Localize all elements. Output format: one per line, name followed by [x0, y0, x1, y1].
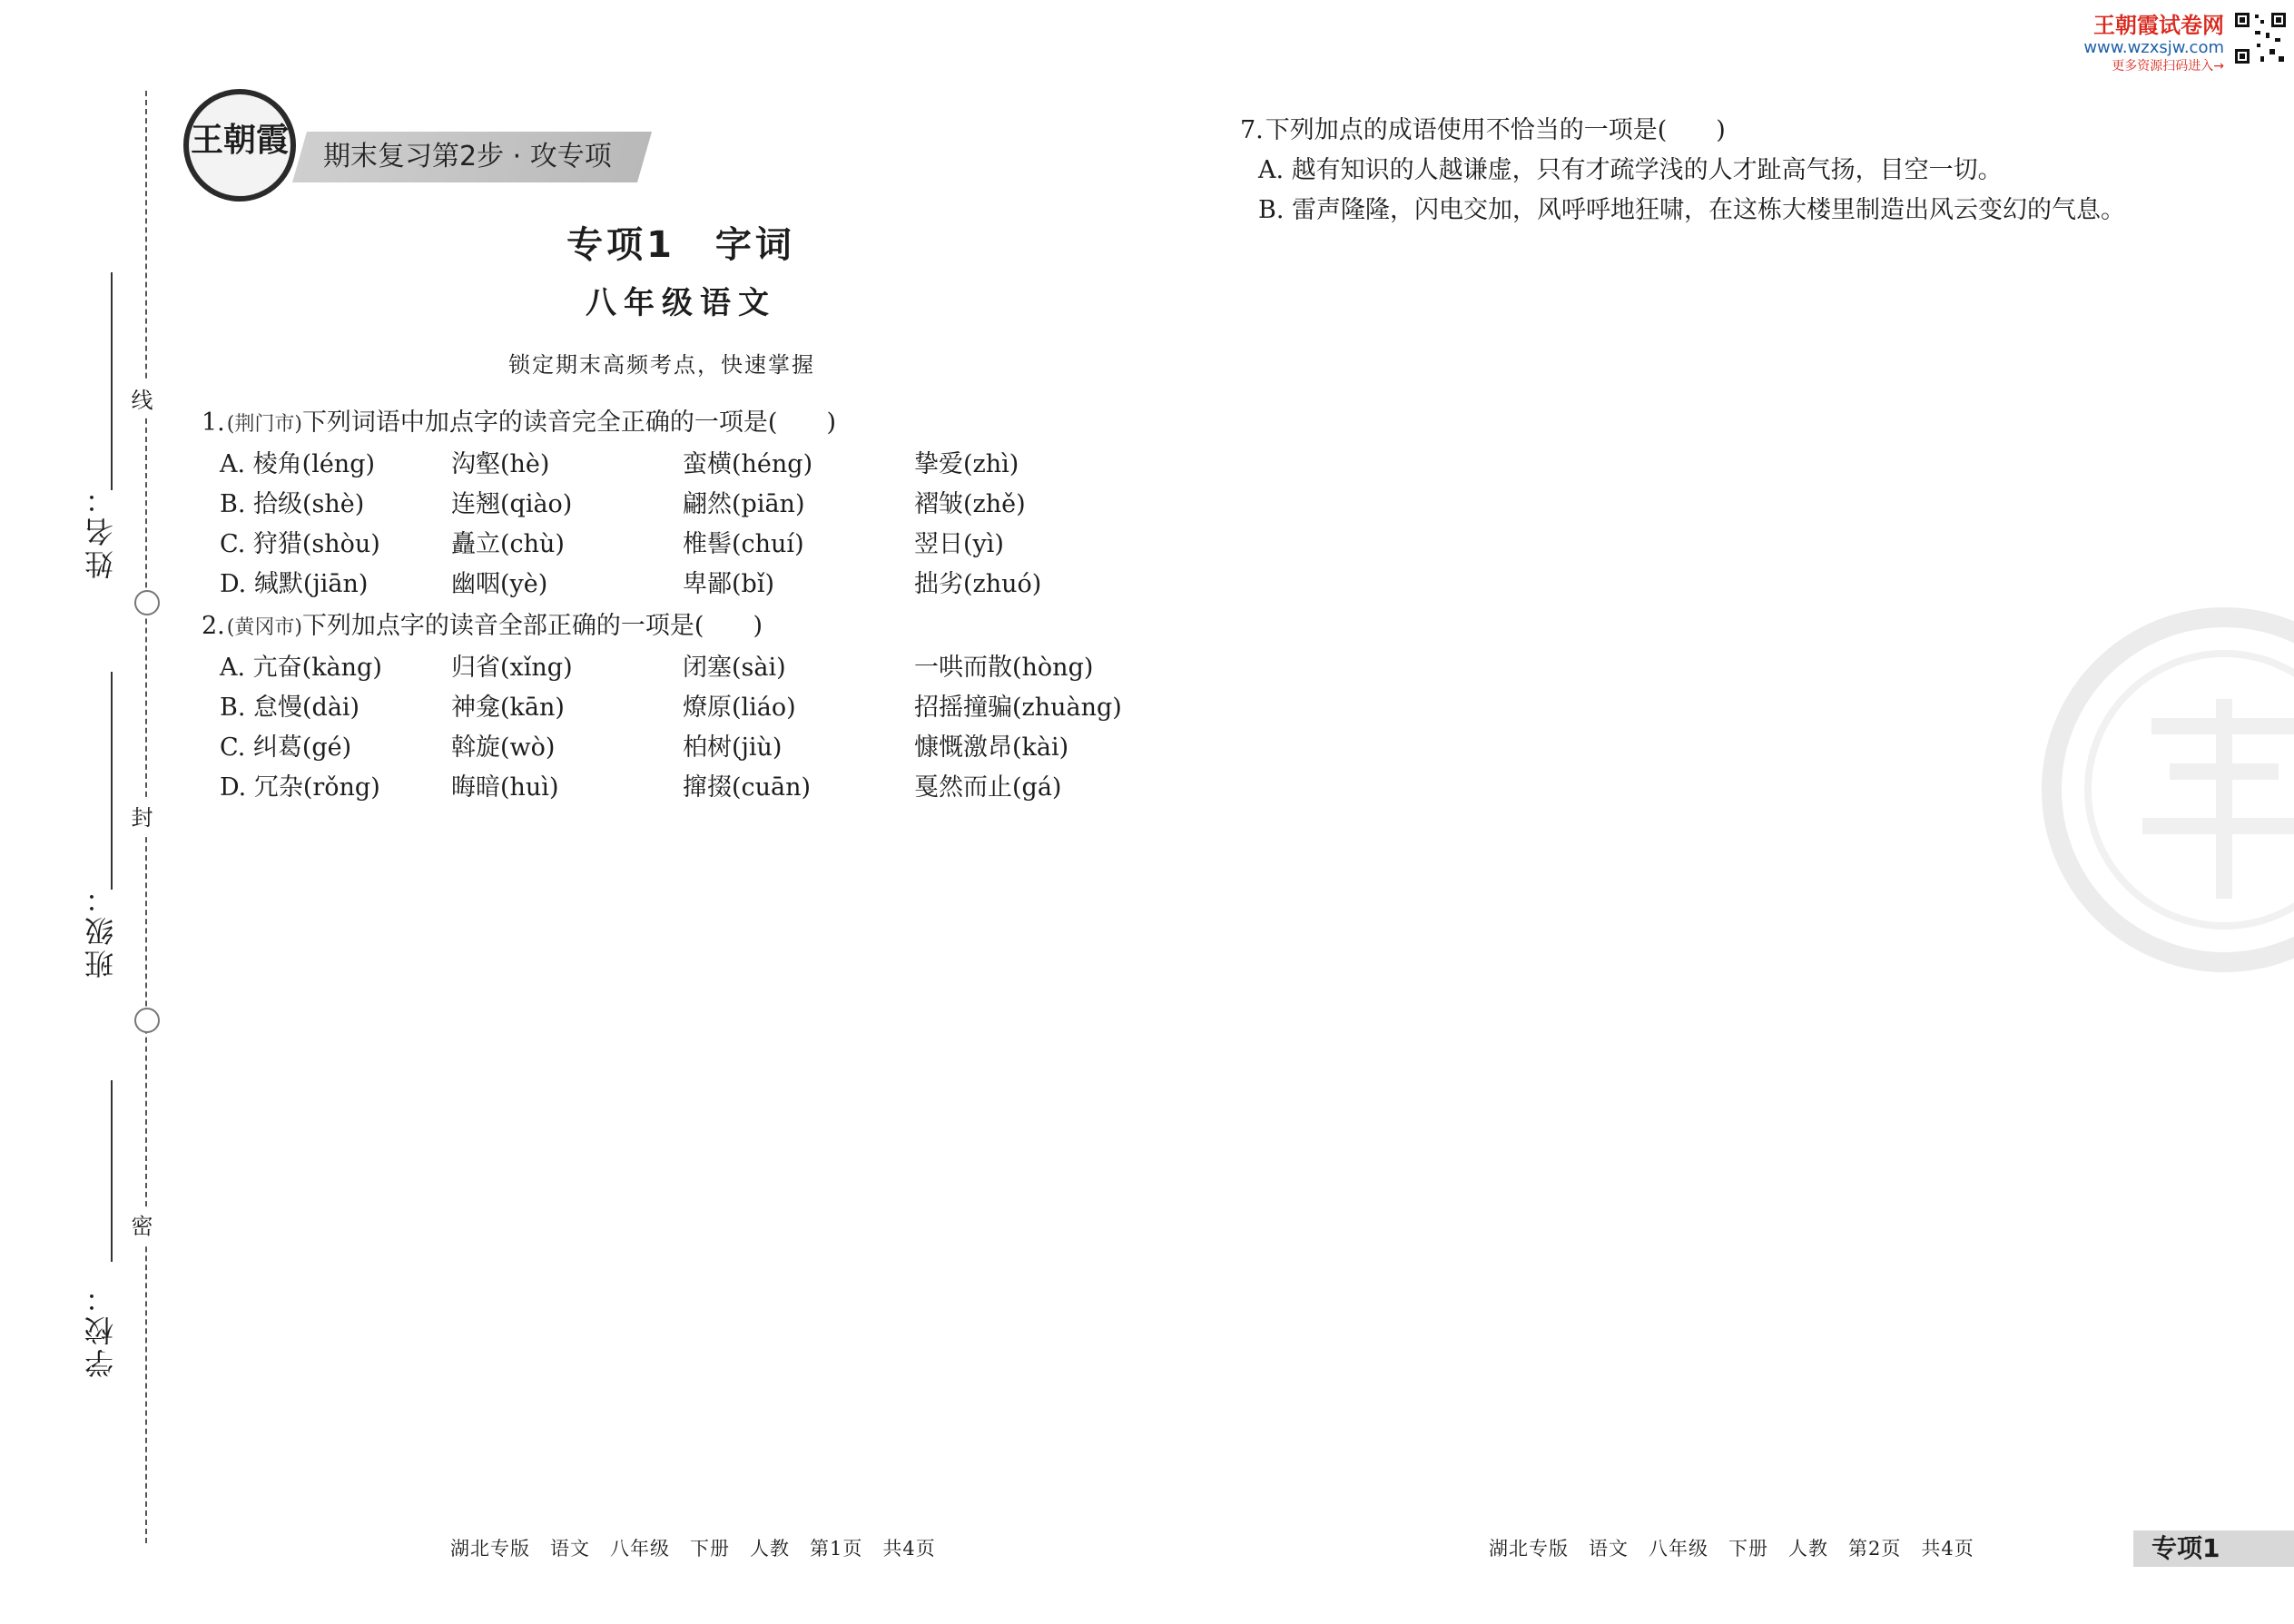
option-item: D. 冗杂(rǒng) [220, 773, 380, 802]
header-banner-text: 期末复习第2步 · 攻专项 [323, 141, 612, 172]
option-item: 燎原(liáo) [683, 694, 796, 722]
option-item: D. 缄默(jiān) [220, 570, 369, 598]
option-row [220, 445, 1146, 485]
option-item: B. 拾级(shè) [220, 490, 365, 518]
brand-badge-logo [183, 89, 296, 202]
cut-word-mi: 密 [133, 1207, 158, 1244]
option-item: 幽咽(yè) [451, 570, 548, 598]
option-item: 沟壑(hè) [451, 450, 550, 478]
school-underline [111, 1080, 113, 1262]
question-number: 1. [202, 408, 225, 437]
option-item: 戛然而止(gá) [914, 773, 1062, 802]
binding-hole [134, 590, 160, 615]
option-row [220, 525, 1146, 565]
sub-title: 八年级语文 [586, 285, 776, 321]
brand-block [1997, 13, 2224, 74]
option-item: 连翘(qiào) [451, 490, 573, 518]
option-item: 褶皱(zhě) [914, 490, 1026, 518]
question-stem [1240, 111, 2248, 151]
class-underline [111, 672, 113, 890]
footer-tab: 专项1 [2151, 1533, 2220, 1563]
option-row [220, 565, 1146, 605]
title-block [427, 218, 935, 329]
question-text: 下列加点字的读音全部正确的一项是( ) [301, 612, 763, 640]
brand-name: 王朝霞试卷网 [2093, 13, 2224, 38]
option-row [220, 648, 1146, 688]
option-item: 矗立(chù) [451, 530, 565, 558]
option-item: B. 怠慢(dài) [220, 694, 360, 722]
option-item: 斡旋(wò) [451, 733, 556, 762]
seal-watermark-icon [2033, 599, 2294, 980]
footer-right: 湖北专版 语文 八年级 下册 人教 第2页 共4页 [1489, 1538, 1974, 1560]
option-line: B. 雷声隆隆，闪电交加，风呼呼地狂啸，在这栋大楼里制造出风云变幻的气息。 [1258, 196, 2126, 224]
option-item: 晦暗(huì) [451, 773, 559, 802]
question-2 [202, 606, 1146, 808]
main-title: 专项1 字词 [566, 224, 795, 266]
brand-url: www.wzxsjw.com [2083, 38, 2224, 57]
brand-tip: 更多资源扫码进入→ [2112, 59, 2224, 74]
option-item: 挚爱(zhì) [914, 450, 1019, 478]
option-item: 柏树(jiù) [683, 733, 783, 762]
option-item: 蛮横(héng) [683, 450, 813, 478]
class-label: 班级： [84, 881, 118, 979]
question-text: 下列加点的成语使用不恰当的一项是( ) [1265, 116, 1726, 144]
option-line: A. 越有知识的人越谦虚，只有才疏学浅的人才趾高气扬，目空一切。 [1258, 156, 2003, 184]
option-item: 闭塞(sài) [683, 654, 786, 682]
question-number: 7. [1240, 116, 1264, 144]
cut-word-xian: 线 [133, 381, 158, 418]
question-stem [202, 403, 1146, 445]
option-item: 卑鄙(bǐ) [683, 570, 774, 598]
option-item: A. 亢奋(kàng) [220, 654, 382, 682]
qr-code-icon[interactable] [2233, 11, 2288, 65]
question-stem [202, 606, 1146, 648]
school-label: 学校： [84, 1280, 118, 1378]
right-question-column [1240, 111, 2248, 232]
option-item: 撺掇(cuān) [683, 773, 812, 802]
question-number: 2. [202, 612, 225, 640]
question-source: (荆门市) [226, 413, 302, 436]
option-item: C. 狩猎(shòu) [220, 530, 380, 558]
question-7 [1240, 111, 2248, 231]
option-row [220, 485, 1146, 525]
option-item: 神龛(kān) [451, 694, 565, 722]
left-question-column [202, 403, 1146, 810]
name-underline [111, 272, 113, 490]
option-item: 翩然(piān) [683, 490, 805, 518]
question-1 [202, 403, 1146, 605]
badge-text: 王朝霞 [190, 121, 289, 159]
option-item: 一哄而散(hòng) [914, 654, 1094, 682]
option-item: 慷慨激昂(kài) [914, 733, 1069, 762]
question-source: (黄冈市) [226, 616, 302, 639]
binding-margin [0, 0, 163, 1624]
binding-hole [134, 1008, 160, 1033]
question-text: 下列词语中加点字的读音完全正确的一项是( ) [301, 408, 837, 437]
option-item: 翌日(yì) [914, 530, 1004, 558]
option-item: 归省(xǐng) [451, 654, 573, 682]
name-label: 姓名： [84, 481, 118, 579]
option-item: 招摇撞骗(zhuàng) [914, 694, 1122, 722]
option-row [220, 728, 1146, 768]
option-item: A. 棱角(léng) [220, 450, 376, 478]
motto-text: 锁定期末高频考点，快速掌握 [508, 352, 815, 378]
option-item: C. 纠葛(gé) [220, 733, 352, 762]
option-item: 椎髻(chuí) [683, 530, 804, 558]
option-row [220, 768, 1146, 808]
footer-left: 湖北专版 语文 八年级 下册 人教 第1页 共4页 [450, 1538, 936, 1560]
option-item: 拙劣(zhuó) [914, 570, 1042, 598]
cut-word-feng: 封 [133, 799, 158, 835]
option-row [220, 688, 1146, 728]
